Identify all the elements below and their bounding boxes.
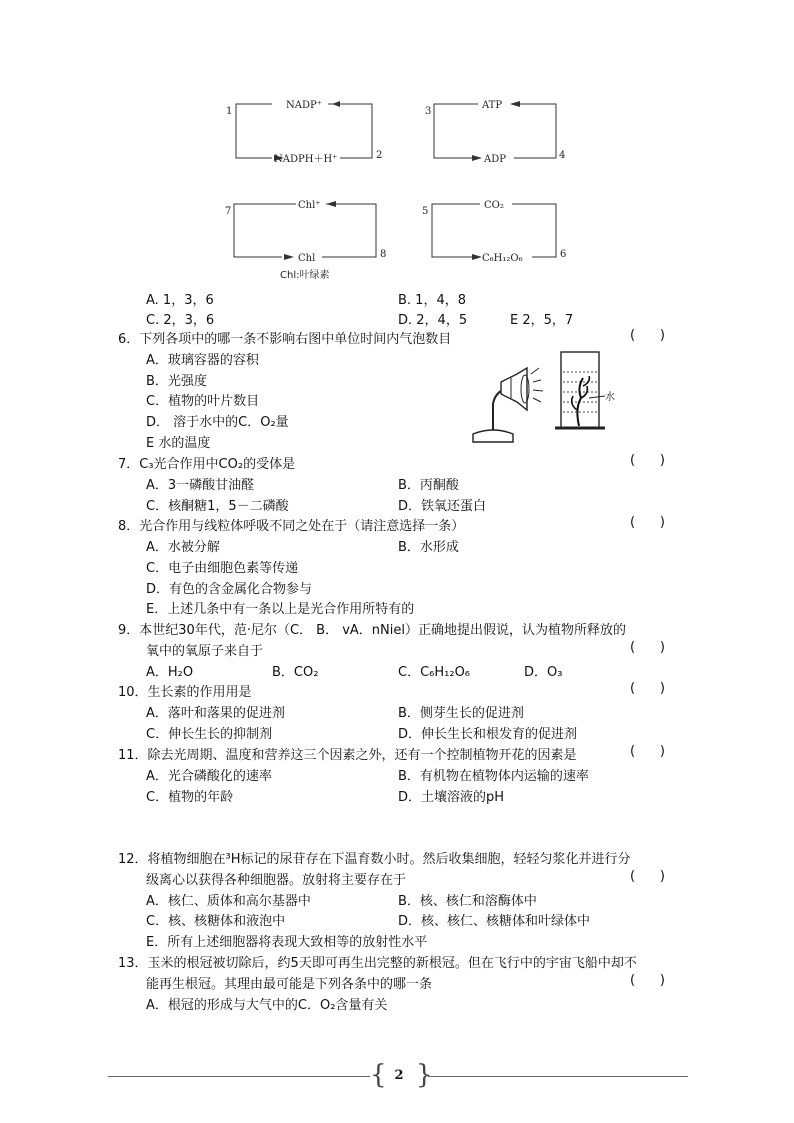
q7-answer-blank[interactable]: ( ): [630, 453, 665, 468]
q6-option-c[interactable]: C．植物的叶片数目: [146, 394, 260, 409]
q12-option-d[interactable]: D．核、核仁、核糖体和叶绿体中: [398, 914, 591, 929]
q9-option-d[interactable]: D．O₃: [524, 665, 563, 680]
label-co2: CO₂: [484, 200, 504, 211]
q10-option-b[interactable]: B．侧芽生长的促进剂: [398, 706, 524, 721]
q9-option-c[interactable]: C．C₆H₁₂O₆: [398, 665, 471, 680]
q8-option-a[interactable]: A．水被分解: [146, 540, 220, 555]
footer-rule-left: [108, 1076, 370, 1077]
num-3: 3: [425, 106, 432, 117]
label-adp: ADP: [484, 154, 506, 165]
q8-option-d[interactable]: D．有色的含金属化合物参与: [146, 582, 313, 597]
num-4: 4: [559, 150, 566, 161]
label-nadp: NADP⁺: [286, 100, 322, 111]
lamp-and-plant-illustration: [465, 348, 625, 448]
chl-cycle-diagram: [222, 192, 392, 284]
q7-option-d[interactable]: D．铁氧还蛋白: [398, 499, 487, 514]
q6-option-e[interactable]: E 水的温度: [146, 436, 211, 451]
q7-option-a[interactable]: A．3一磷酸甘油醛: [146, 478, 255, 493]
q6-option-b[interactable]: B．光强度: [146, 374, 207, 389]
q9-stem-line2: 氧中的氧原子来自于: [146, 644, 264, 659]
q10-answer-blank[interactable]: ( ): [630, 681, 665, 696]
label-atp: ATP: [482, 100, 503, 111]
q10-stem: 10．生长素的作用用是: [118, 685, 252, 700]
q12-option-a[interactable]: A．核仁、质体和高尔基器中: [146, 894, 311, 909]
label-nadph: NADPH＋H⁺: [274, 154, 338, 165]
q5-option-a[interactable]: A. 1，3，6: [146, 293, 214, 308]
num-7: 7: [225, 206, 232, 217]
q8-option-c[interactable]: C．电子由细胞色素等传递: [146, 561, 299, 576]
q13-option-a[interactable]: A．根冠的形成与大气中的C．O₂含量有关: [146, 998, 388, 1013]
q7-option-c[interactable]: C．核酮糖1，5－二磷酸: [146, 499, 289, 514]
chl-caption: Chl:叶绿素: [280, 270, 330, 281]
num-8: 8: [380, 249, 387, 260]
q5-option-d[interactable]: D. 2，4，5: [398, 313, 468, 328]
q5-option-e[interactable]: E 2，5，7: [510, 313, 574, 328]
co2-cycle-diagram: [420, 192, 570, 272]
q12-option-b[interactable]: B．核、核仁和溶酶体中: [398, 894, 537, 909]
q12-stem-line2: 级离心以获得各种细胞器。放射将主要存在于: [146, 873, 407, 888]
q6-option-d[interactable]: D． 溶于水中的C．O₂量: [146, 415, 289, 430]
q13-answer-blank[interactable]: ( ): [630, 973, 665, 988]
q9-stem-line1: 9．本世纪30年代，范·尼尔（C． B． vA．nNiel）正确地提出假说，认为植物所释放的: [118, 623, 626, 638]
q12-answer-blank[interactable]: ( ): [630, 869, 665, 884]
q11-option-b[interactable]: B．有机物在植物体内运输的速率: [398, 769, 589, 784]
water-label: 水: [605, 392, 615, 403]
footer-rule-right: [428, 1076, 688, 1077]
q9-option-b[interactable]: B．CO₂: [272, 665, 319, 680]
q11-option-c[interactable]: C．植物的年龄: [146, 790, 234, 805]
q12-option-c[interactable]: C．核、核糖体和液泡中: [146, 914, 286, 929]
num-6: 6: [560, 249, 567, 260]
num-2: 2: [376, 150, 383, 161]
q10-option-c[interactable]: C．伸长生长的抑制剂: [146, 727, 273, 742]
q13-stem-line1: 13．玉米的根冠被切除后，约5天即可再生出完整的新根冠。但在飞行中的宇宙飞船中却不: [118, 956, 637, 971]
footer-brace-left-icon: {: [370, 1060, 387, 1090]
q7-stem: 7．C₃光合作用中CO₂的受体是: [118, 457, 296, 472]
q8-option-e[interactable]: E．上述几条中有一条以上是光合作用所特有的: [146, 602, 415, 617]
label-glucose: C₆H₁₂O₆: [482, 253, 523, 264]
q11-answer-blank[interactable]: ( ): [630, 744, 665, 759]
q11-stem: 11．除去光周期、温度和营养这三个因素之外，还有一个控制植物开花的因素是: [118, 748, 577, 763]
q11-option-d[interactable]: D．土壤溶液的pH: [398, 790, 505, 805]
footer-brace-right-icon: }: [416, 1060, 433, 1090]
page-number: 2: [394, 1068, 404, 1083]
num-1: 1: [226, 106, 233, 117]
q8-stem: 8．光合作用与线粒体呼吸不同之处在于（请注意选择一条）: [118, 519, 465, 534]
num-5: 5: [422, 206, 429, 217]
q10-option-a[interactable]: A．落叶和落果的促进剂: [146, 706, 285, 721]
q5-option-c[interactable]: C. 2，3，6: [146, 313, 215, 328]
q12-option-e[interactable]: E．所有上述细胞器将表现大致相等的放射性水平: [146, 935, 428, 950]
q9-option-a[interactable]: A．H₂O: [146, 665, 194, 680]
q11-option-a[interactable]: A．光合磷酸化的速率: [146, 769, 272, 784]
label-chl-plus: Chl⁺: [298, 200, 321, 211]
q8-option-b[interactable]: B．水形成: [398, 540, 459, 555]
nadp-cycle-diagram: [222, 92, 392, 172]
label-chl: Chl: [298, 253, 316, 264]
q6-answer-blank[interactable]: ( ): [630, 328, 665, 343]
q5-option-b[interactable]: B. 1，4，8: [398, 293, 466, 308]
q7-option-b[interactable]: B．丙酮酸: [398, 478, 459, 493]
q8-answer-blank[interactable]: ( ): [630, 515, 665, 530]
q9-answer-blank[interactable]: ( ): [630, 640, 665, 655]
q13-stem-line2: 能再生根冠。其理由最可能是下列各条中的哪一条: [146, 977, 433, 992]
q10-option-d[interactable]: D．伸长生长和根发育的促进剂: [398, 727, 578, 742]
q12-stem-line1: 12．将植物细胞在³H标记的尿苷存在下温育数小时。然后收集细胞，轻轻匀浆化并进行分: [118, 852, 631, 867]
q6-stem: 6．下列各项中的哪一条不影响右图中单位时间内气泡数目: [118, 332, 452, 347]
q6-option-a[interactable]: A．玻璃容器的容积: [146, 353, 259, 368]
atp-cycle-diagram: [420, 92, 570, 172]
